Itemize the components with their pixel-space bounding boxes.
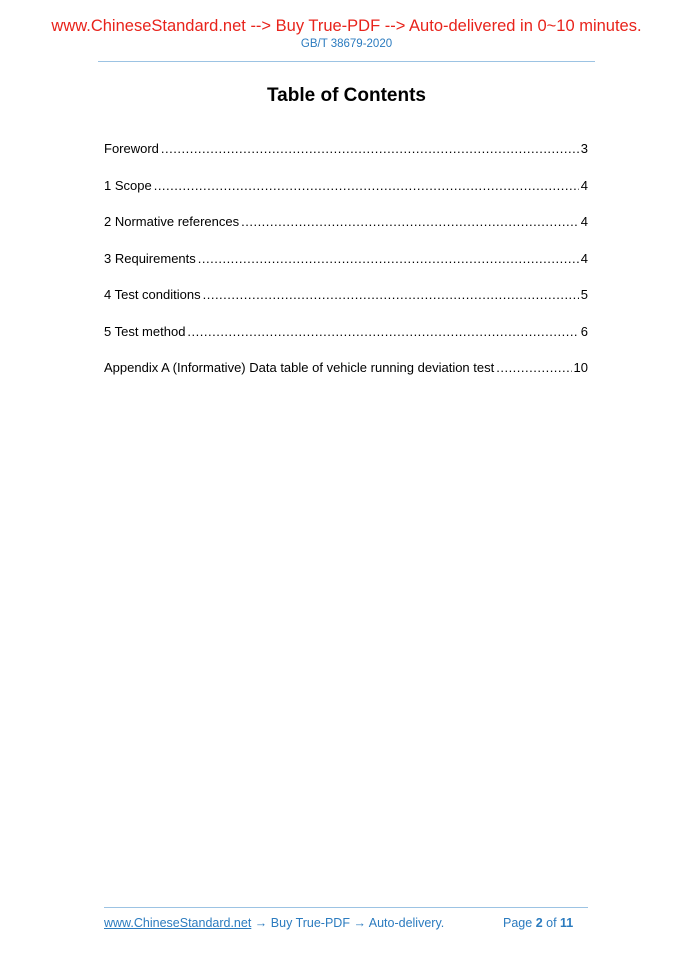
toc-entry-label: 4 Test conditions (104, 287, 201, 302)
page-current: 2 (535, 916, 543, 930)
toc-entry-scope[interactable] (104, 178, 588, 215)
top-banner: www.ChineseStandard.net --> Buy True-PDF --> Auto-delivered in 0~10 minutes. (51, 17, 642, 35)
toc-entry-page: 4 (580, 214, 588, 229)
toc-entry-label: Foreword (104, 141, 159, 156)
footer-divider (104, 907, 588, 908)
toc-entry-normative-references[interactable] (104, 214, 588, 251)
arrow-right-icon: → (353, 916, 366, 930)
toc-dot-leader (154, 178, 579, 193)
toc-entry-page: 4 (580, 177, 588, 193)
toc-entry-page: 4 (580, 250, 588, 266)
toc-entry-page: 3 (580, 141, 588, 156)
document-code: GB/T 38679-2020 (300, 38, 393, 50)
toc-entry-foreword[interactable] (104, 141, 588, 178)
header-divider (98, 61, 595, 62)
toc-dot-leader (203, 287, 579, 302)
toc-entry-appendix-a[interactable] (104, 360, 588, 397)
page-label: Page (503, 916, 533, 930)
toc-entry-page: 6 (580, 323, 588, 339)
toc-entry-label: Appendix A (Informative) Data table of vehicle running deviation test (104, 360, 495, 375)
footer-buy-text: Buy True-PDF (270, 916, 350, 930)
toc-entry-label: 2 Normative references (104, 214, 240, 229)
footer-auto-text: Auto-delivery. (368, 916, 445, 930)
page-indicator (503, 916, 573, 930)
toc-entry-test-method[interactable] (104, 324, 588, 361)
toc-entry-label: 5 Test method (104, 323, 186, 339)
toc-entry-label: 1 Scope (104, 177, 152, 193)
footer-site-link[interactable]: www.ChineseStandard.net (104, 916, 252, 930)
toc-dot-leader (241, 214, 579, 229)
toc-dot-leader (187, 324, 578, 339)
toc-entry-page: 5 (580, 287, 588, 302)
toc-entry-requirements[interactable] (104, 251, 588, 288)
toc-entry-test-conditions[interactable] (104, 287, 588, 324)
toc-entry-label: 3 Requirements (104, 250, 196, 266)
page-total: 11 (560, 916, 574, 930)
arrow-right-icon: → (254, 916, 268, 930)
page-of: of (546, 916, 557, 930)
toc-dot-leader (496, 360, 571, 375)
table-of-contents (104, 141, 588, 397)
page-title: Table of Contents (266, 85, 427, 106)
toc-dot-leader (161, 141, 579, 156)
toc-dot-leader (198, 251, 579, 266)
footer-promo (104, 916, 444, 930)
toc-entry-page: 10 (573, 360, 588, 375)
